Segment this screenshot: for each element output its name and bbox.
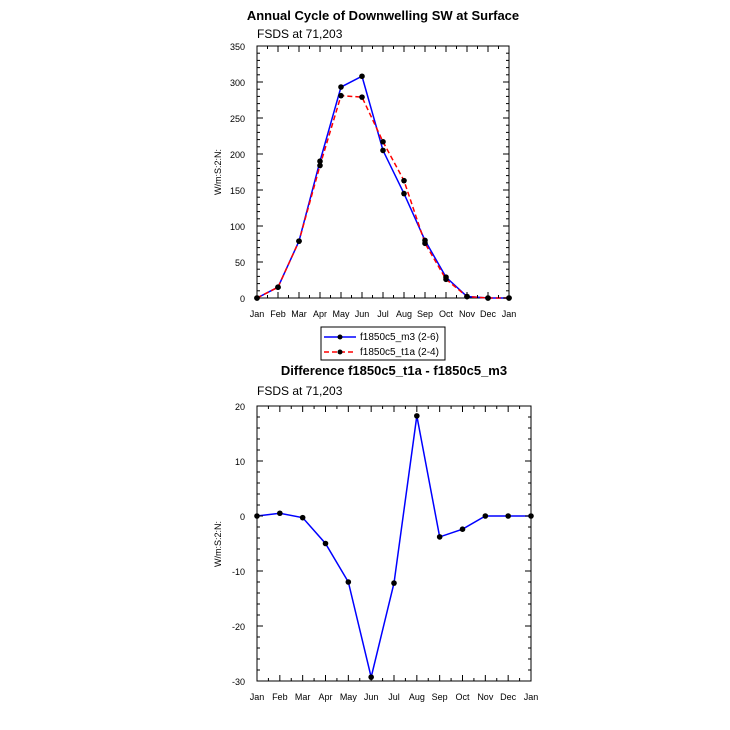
axis-ticks xyxy=(232,402,538,702)
x-tick-label: Apr xyxy=(312,309,328,319)
x-tick-label: Oct xyxy=(438,309,454,319)
x-tick-label: Apr xyxy=(318,692,333,702)
y-tick-label: 350 xyxy=(229,42,245,52)
x-tick-label: Jan xyxy=(249,309,265,319)
data-point-0 xyxy=(505,513,511,519)
legend-marker-m3 xyxy=(338,335,343,340)
plot-border xyxy=(257,46,509,298)
legend-label-m3: f1850c5_m3 (2-6) xyxy=(360,332,439,343)
x-tick-label: Jun xyxy=(354,309,370,319)
x-tick-label: May xyxy=(339,692,357,702)
legend-label-t1a: f1850c5_t1a (2-4) xyxy=(360,347,439,358)
x-tick-label: Oct xyxy=(455,692,470,702)
x-tick-label: Mar xyxy=(291,309,307,319)
y-tick-label: -30 xyxy=(231,677,245,687)
data-point-1 xyxy=(422,240,428,246)
data-point-1 xyxy=(401,178,407,184)
x-tick-label: Aug xyxy=(395,309,413,319)
x-tick-label: Sep xyxy=(431,692,448,702)
y-tick-label: 0 xyxy=(239,294,245,304)
plot-marks xyxy=(254,73,512,300)
y-tick-label: 0 xyxy=(239,512,245,522)
x-tick-label: Nov xyxy=(458,309,476,319)
data-point-1 xyxy=(275,284,281,290)
series-line-0 xyxy=(257,76,509,298)
data-point-0 xyxy=(391,580,397,586)
data-point-0 xyxy=(359,73,365,79)
y-tick-label: -10 xyxy=(231,567,245,577)
y-tick-label: 10 xyxy=(234,457,245,467)
y-tick-label: 50 xyxy=(234,258,245,268)
x-tick-label: Aug xyxy=(408,692,425,702)
axis-ticks xyxy=(230,42,516,319)
data-point-1 xyxy=(296,238,302,244)
x-tick-label: Jun xyxy=(363,692,379,702)
x-tick-label: Feb xyxy=(270,309,286,319)
y-tick-label: 300 xyxy=(229,78,245,88)
data-point-0 xyxy=(414,413,420,419)
plot-marks xyxy=(254,413,534,680)
data-point-1 xyxy=(359,94,365,100)
data-point-1 xyxy=(380,139,386,145)
data-point-1 xyxy=(443,276,449,282)
x-tick-label: May xyxy=(332,309,350,319)
data-point-1 xyxy=(317,163,323,169)
data-point-0 xyxy=(323,541,329,547)
data-point-0 xyxy=(277,510,283,516)
plot-frame xyxy=(257,46,509,298)
y-tick-label: 20 xyxy=(234,402,245,412)
data-point-0 xyxy=(380,148,386,154)
data-point-0 xyxy=(338,84,344,90)
plot-frame xyxy=(257,406,531,681)
y-tick-label: -20 xyxy=(231,622,245,632)
x-tick-label: Feb xyxy=(272,692,288,702)
x-tick-label: Nov xyxy=(477,692,494,702)
chart-title: Annual Cycle of Downwelling SW at Surface xyxy=(246,8,520,23)
data-point-0 xyxy=(483,513,489,519)
y-tick-label: 150 xyxy=(229,186,245,196)
x-tick-label: Jan xyxy=(523,692,539,702)
annual-cycle-chart xyxy=(213,8,519,319)
legend-marker-t1a xyxy=(338,350,343,355)
data-point-0 xyxy=(401,191,407,197)
series-line-0 xyxy=(257,416,531,677)
x-tick-label: Jan xyxy=(249,692,265,702)
series-line-1 xyxy=(257,96,509,298)
x-tick-label: Dec xyxy=(500,692,517,702)
data-point-0 xyxy=(460,526,466,532)
chart-subtitle: FSDS at 71,203 xyxy=(257,384,343,398)
data-point-1 xyxy=(338,93,344,99)
y-axis-label: W/m:S:2:N: xyxy=(213,148,223,196)
y-axis-label: W/m:S:2:N: xyxy=(213,520,223,568)
x-tick-label: Jul xyxy=(377,309,389,319)
x-tick-label: Jul xyxy=(388,692,400,702)
plot-border xyxy=(257,406,531,681)
x-tick-label: Sep xyxy=(416,309,434,319)
data-point-0 xyxy=(437,534,443,540)
data-point-0 xyxy=(346,579,352,585)
difference-chart xyxy=(213,363,538,702)
y-tick-label: 200 xyxy=(229,150,245,160)
chart-title: Difference f1850c5_t1a - f1850c5_m3 xyxy=(280,363,508,378)
x-tick-label: Mar xyxy=(294,692,311,702)
x-tick-label: Dec xyxy=(479,309,497,319)
data-point-0 xyxy=(300,515,306,521)
chart-subtitle: FSDS at 71,203 xyxy=(257,27,343,41)
y-tick-label: 100 xyxy=(229,222,245,232)
legend xyxy=(321,327,445,360)
x-tick-label: Jan xyxy=(501,309,517,319)
y-tick-label: 250 xyxy=(229,114,245,124)
